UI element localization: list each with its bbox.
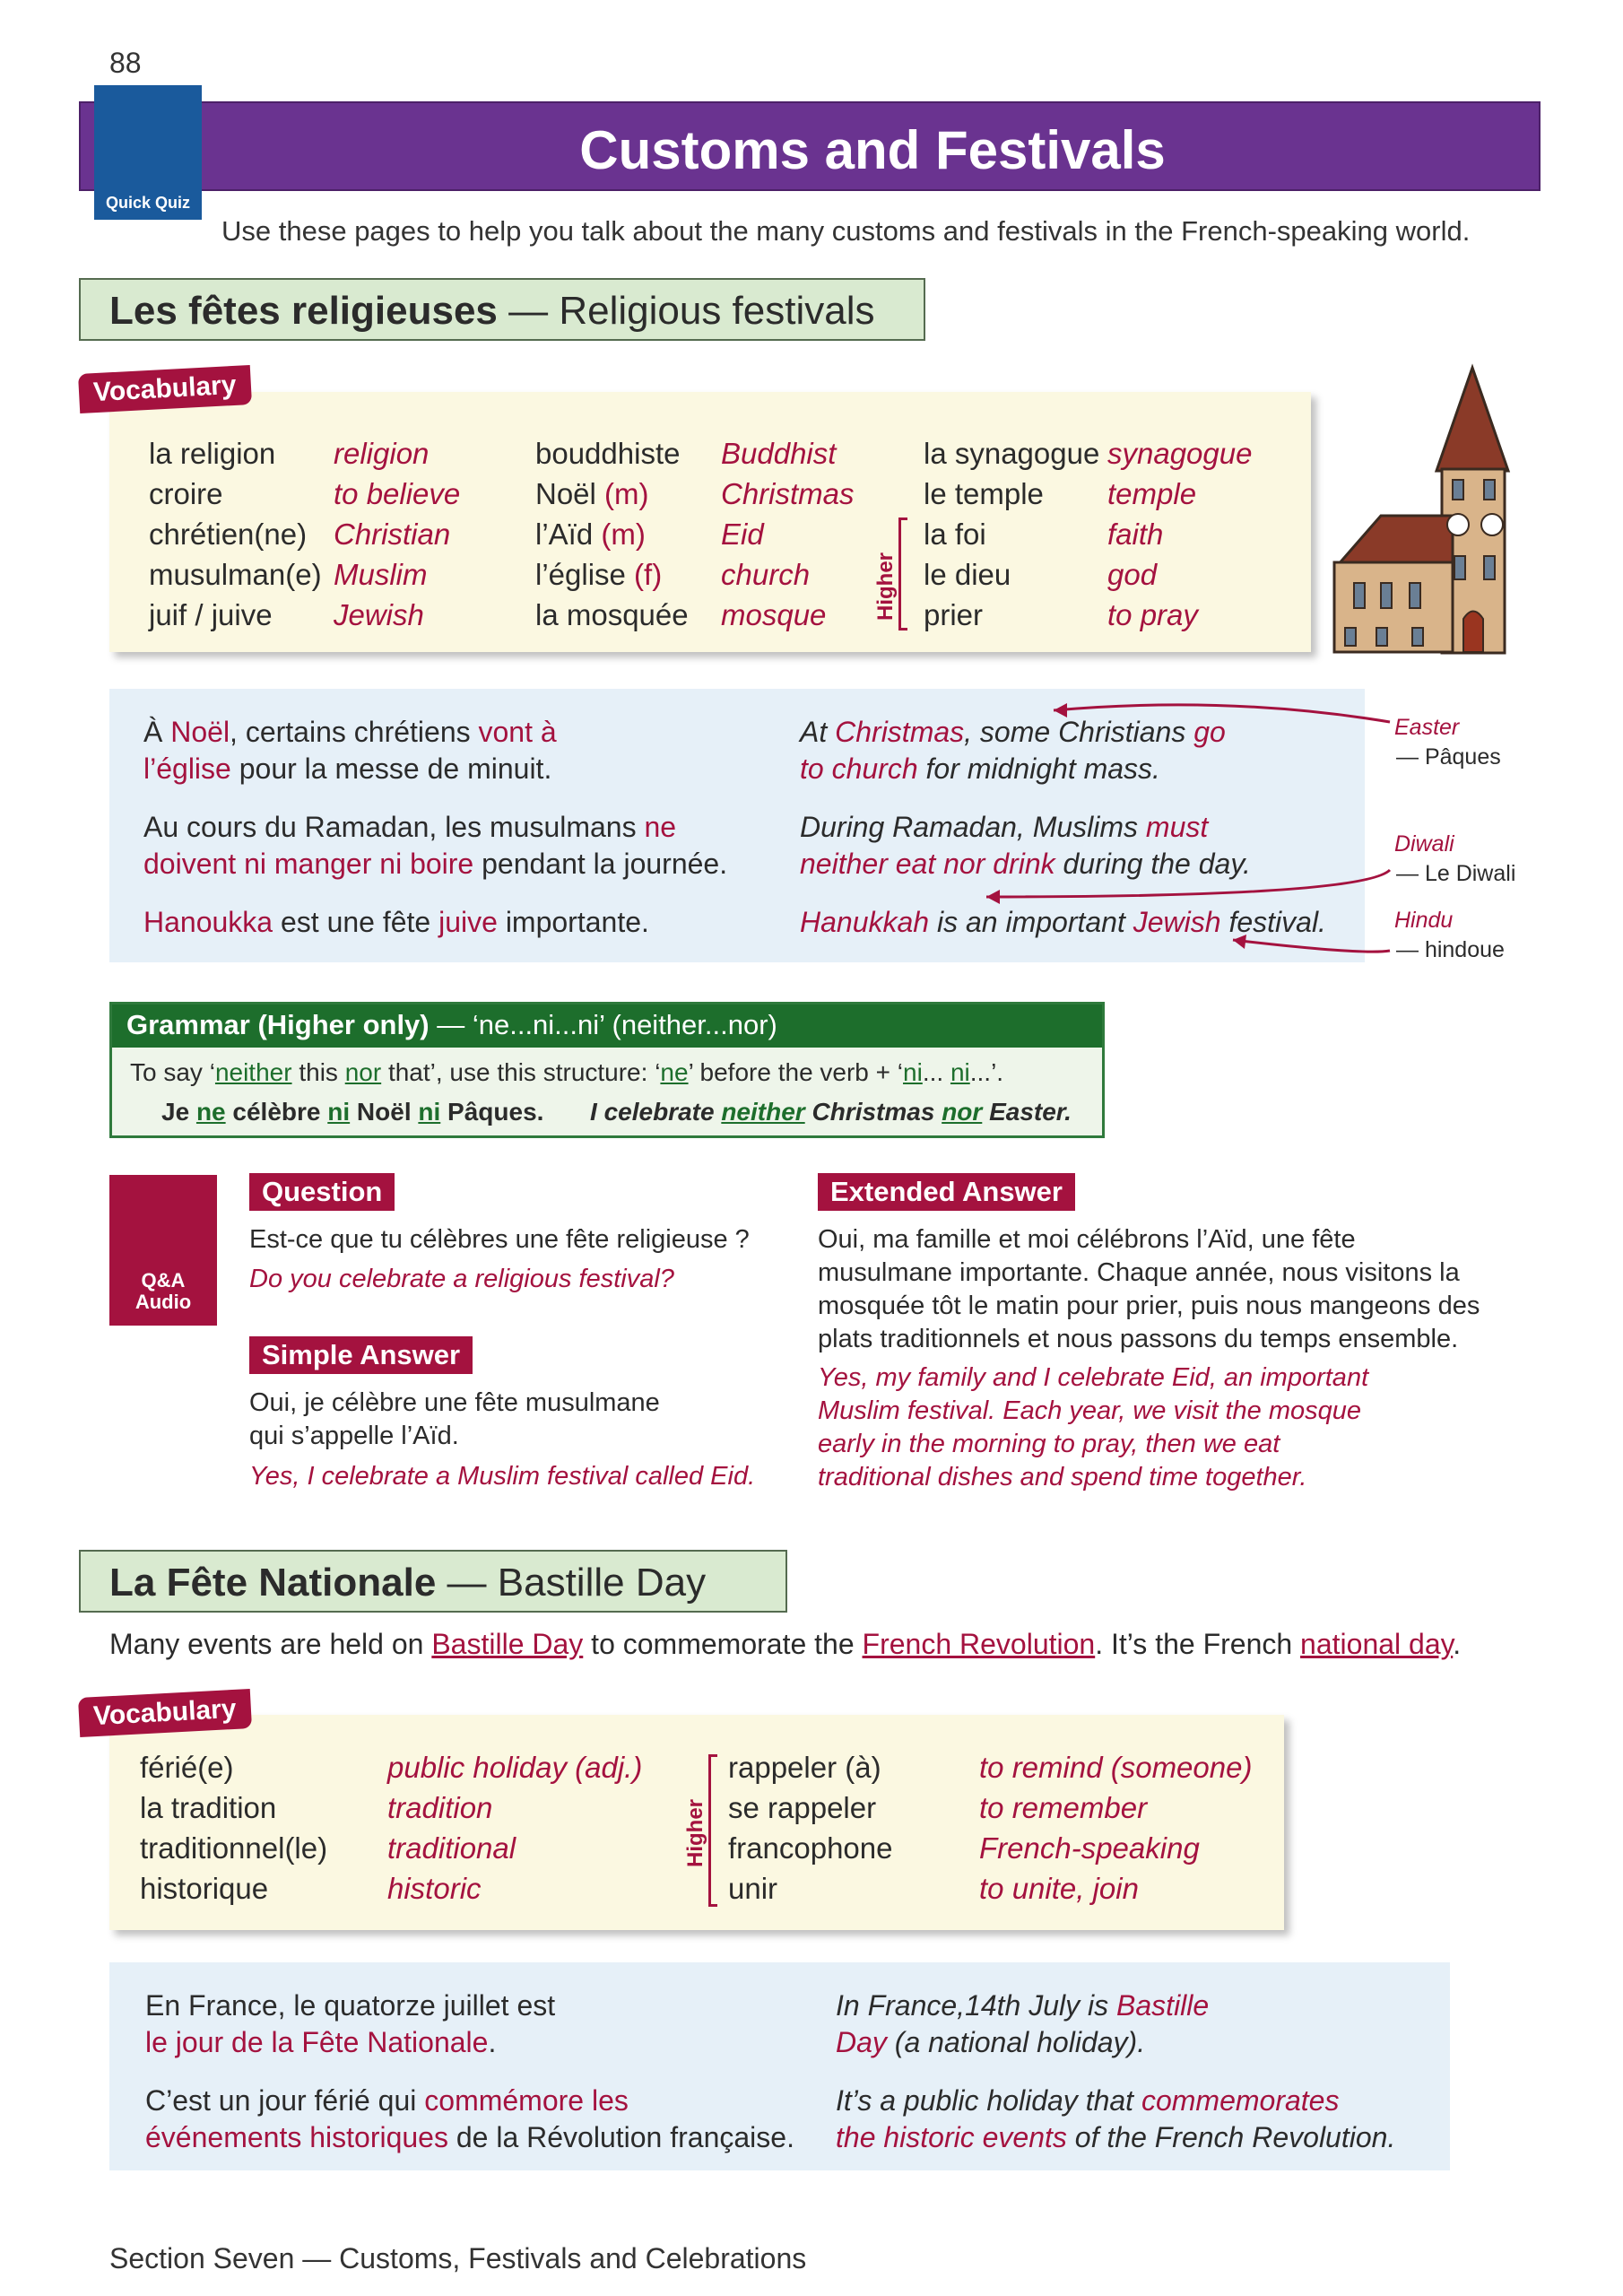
text: En France, le quatorze juillet est	[145, 1989, 556, 2022]
text: , some Christians	[964, 716, 1194, 748]
vocab-translation: Christmas	[721, 477, 855, 510]
vocab-col1-en	[334, 433, 460, 635]
grammar-heading-bold: Grammar (Higher only)	[126, 1009, 430, 1040]
vocab-translation: synagogue	[1107, 437, 1253, 470]
vocab-translation: Christian	[334, 517, 451, 551]
vocab-term	[535, 514, 689, 554]
section-title-sep: —	[436, 1561, 498, 1605]
vocab-word: l’Aïd	[535, 517, 594, 551]
text: of the French Revolution.	[1066, 2121, 1396, 2153]
qa-label: Q&A	[141, 1269, 186, 1292]
text-line: qui s’appelle l’Aïd.	[249, 1422, 459, 1450]
question-en: Do you celebrate a religious festival?	[249, 1265, 674, 1293]
text: pendant la journée.	[473, 848, 728, 880]
vocab-col3-en	[1107, 433, 1252, 635]
sentence-fr-2	[145, 2083, 827, 2156]
text: ...	[922, 1058, 950, 1086]
grammar-example	[161, 1098, 1072, 1126]
vocab-col1-fr	[140, 1747, 327, 1909]
vocab-word: bouddhiste	[535, 437, 681, 470]
vocab-word: l’église	[535, 558, 626, 591]
highlight: doivent ni manger ni boire	[143, 848, 474, 880]
link-national-day[interactable]: national day	[1300, 1628, 1454, 1660]
vocab-translation: Jewish	[334, 598, 424, 631]
vocab-translation: French-speaking	[979, 1831, 1200, 1865]
annotation-arrows	[933, 691, 1399, 969]
vocab-translation: Muslim	[334, 558, 428, 591]
text: est une fête	[273, 906, 439, 938]
vocab-col2-fr	[535, 433, 689, 635]
sentence-box-bastille	[109, 1962, 1450, 2170]
vocab-translation: to remember	[979, 1791, 1148, 1824]
vocab-translation: traditional	[387, 1831, 516, 1865]
keyword: ne	[195, 1098, 226, 1126]
vocab-term: rappeler (à)	[728, 1751, 881, 1784]
vocab-term	[535, 474, 689, 514]
vocab-term: prier	[924, 598, 984, 631]
page-number: 88	[109, 47, 142, 79]
keyword: ni	[950, 1058, 970, 1086]
section-title-sep: —	[497, 289, 560, 333]
vocab-term: croire	[149, 477, 223, 510]
highlight: Noël	[170, 716, 230, 748]
keyword: neither	[721, 1098, 805, 1126]
text: for midnight mass.	[917, 752, 1160, 785]
vocab-word: Noël	[535, 477, 596, 510]
vocab-gender: (m)	[595, 477, 649, 510]
link-bastille-day[interactable]: Bastille Day	[431, 1628, 584, 1660]
section-title-fr: La Fête Nationale	[109, 1561, 437, 1605]
text: , certains chrétiens	[230, 716, 479, 748]
vocab-term: traditionnel(le)	[140, 1831, 328, 1865]
vocab-term: la tradition	[140, 1791, 277, 1824]
highlight: Hanukkah	[800, 906, 930, 938]
intro-text: Use these pages to help you talk about the many customs and festivals in the French-speaking world.	[221, 215, 1471, 247]
link-french-revolution[interactable]: French Revolution	[862, 1628, 1096, 1660]
text: Noël	[350, 1098, 419, 1126]
vocab-term: unir	[728, 1872, 778, 1905]
text: At	[800, 716, 836, 748]
quick-quiz-label: Quick Quiz	[105, 194, 191, 212]
vocabulary-tag: Vocabulary	[78, 365, 252, 413]
vocabulary-tag: Vocabulary	[78, 1689, 252, 1737]
text-line: Yes, my family and I celebrate Eid, an important	[818, 1363, 1369, 1392]
extended-answer-en	[818, 1361, 1368, 1494]
text: Je	[161, 1098, 196, 1126]
text: .	[1453, 1628, 1462, 1660]
side-note-fr: — hindoue	[1396, 937, 1505, 962]
grammar-explanation	[130, 1058, 1003, 1087]
extended-answer-heading: Extended Answer	[818, 1173, 1075, 1211]
text: during the day.	[1055, 848, 1251, 880]
higher-bracket	[708, 1754, 717, 1907]
text-line: plats traditionnels et nous passons du temps ensemble.	[818, 1325, 1459, 1353]
text: pour la messe de minuit.	[230, 752, 552, 785]
sentence-en-2	[836, 2083, 1436, 2156]
text: I celebrate	[590, 1098, 722, 1126]
vocab-word: la mosquée	[535, 598, 689, 631]
text: C’est un jour férié qui	[145, 2084, 425, 2117]
vocab-col1-en	[387, 1747, 642, 1909]
keyword: ne	[660, 1058, 689, 1086]
footer-section-title: Section Seven — Customs, Festivals and Celebrations	[109, 2242, 807, 2274]
vocab-term: la religion	[149, 437, 276, 470]
highlight: go	[1193, 716, 1226, 748]
text: It’s a public holiday that	[836, 2084, 1141, 2117]
keyword: ni	[327, 1098, 351, 1126]
highlight: Day	[836, 2026, 887, 2058]
text: de la Révolution française.	[447, 2121, 794, 2153]
vocab-term	[535, 595, 689, 635]
highlight: l’église	[143, 752, 231, 785]
highlight: le jour de la Fête Nationale	[145, 2026, 489, 2058]
keyword: nor	[344, 1058, 382, 1086]
highlight: Christmas	[835, 716, 965, 748]
vocab-term: la synagogue	[924, 437, 1100, 470]
side-note-easter	[1394, 713, 1501, 772]
simple-answer-fr	[249, 1387, 660, 1453]
text-line: early in the morning to pray, then we eat	[818, 1430, 1280, 1458]
text: is an important	[929, 906, 1133, 938]
text: to commemorate the	[583, 1628, 863, 1660]
section-title-en: Bastille Day	[497, 1561, 707, 1605]
higher-label: Higher	[873, 552, 898, 621]
simple-answer-en: Yes, I celebrate a Muslim festival called Eid.	[249, 1462, 756, 1491]
grammar-heading-rest: — ‘ne...ni...ni’ (neither...nor)	[429, 1009, 777, 1040]
text: Many events are held on	[109, 1628, 432, 1660]
grammar-box	[109, 1002, 1105, 1138]
simple-answer-heading: Simple Answer	[249, 1336, 473, 1374]
section-title-en: Religious festivals	[559, 289, 875, 333]
text: ...’.	[969, 1058, 1004, 1086]
vocab-col2-fr	[728, 1747, 892, 1909]
vocab-term: se rappeler	[728, 1791, 877, 1824]
vocab-gender: (f)	[625, 558, 663, 591]
text: (a national holiday).	[886, 2026, 1146, 2058]
side-note-en: Easter	[1394, 715, 1460, 740]
text: Pâques.	[440, 1098, 544, 1126]
text: During Ramadan, Muslims	[800, 811, 1146, 843]
highlight: juive	[438, 906, 498, 938]
side-note-fr: — Le Diwali	[1396, 861, 1516, 886]
keyword: nor	[942, 1098, 983, 1126]
qa-audio-button[interactable]	[109, 1175, 217, 1326]
vocab-box-bastille	[109, 1715, 1284, 1930]
side-note-en: Hindu	[1394, 908, 1454, 933]
extended-answer-fr	[818, 1223, 1480, 1356]
highlight: must	[1145, 811, 1209, 843]
vocab-box-religious	[109, 392, 1311, 652]
text-line: Muslim festival. Each year, we visit the mosque	[818, 1396, 1362, 1425]
sentence-fr-1	[145, 1987, 809, 2061]
grammar-heading	[112, 1004, 1102, 1048]
section-heading-bastille	[79, 1550, 787, 1613]
text: Christmas	[804, 1098, 942, 1126]
quick-quiz-button[interactable]	[94, 85, 202, 220]
vocab-translation: religion	[334, 437, 430, 470]
vocab-term: juif / juive	[149, 598, 273, 631]
highlight: the historic events	[836, 2121, 1067, 2153]
text: importante.	[497, 906, 649, 938]
vocab-translation: god	[1107, 558, 1158, 591]
section-heading-religious	[79, 278, 925, 341]
vocab-col1-fr	[149, 433, 322, 635]
text: that’, use this structure: ‘	[381, 1058, 661, 1086]
highlight: to church	[800, 752, 918, 785]
vocab-translation: Buddhist	[721, 437, 837, 470]
text: célèbre	[225, 1098, 328, 1126]
question-heading: Question	[249, 1173, 395, 1211]
highlight: ne	[644, 811, 677, 843]
qa-audio-label	[109, 1270, 217, 1313]
vocab-term	[535, 433, 689, 474]
vocab-translation: faith	[1107, 517, 1164, 551]
text: festival.	[1220, 906, 1326, 938]
vocab-translation: Eid	[721, 517, 764, 551]
vocab-term: francophone	[728, 1831, 893, 1865]
vocab-term: le temple	[924, 477, 1044, 510]
vocab-col2-en	[721, 433, 855, 635]
vocab-term: chrétien(ne)	[149, 517, 308, 551]
vocab-gender: (m)	[593, 517, 646, 551]
highlight: vont à	[478, 716, 557, 748]
vocab-translation: public holiday (adj.)	[387, 1751, 643, 1784]
side-note-hindu	[1394, 906, 1505, 965]
title-bar	[79, 101, 1541, 191]
keyword: ni	[418, 1098, 441, 1126]
side-note-en: Diwali	[1394, 831, 1454, 857]
text: ’ before the verb + ‘	[688, 1058, 904, 1086]
text: Au cours du Ramadan, les musulmans	[143, 811, 645, 843]
vocab-translation: to pray	[1107, 598, 1198, 631]
text: À	[143, 716, 171, 748]
text-line: musulmane importante. Chaque année, nous visitons la	[818, 1258, 1460, 1287]
text: To say ‘	[130, 1058, 215, 1086]
vocab-translation: tradition	[387, 1791, 493, 1824]
vocab-term: historique	[140, 1872, 269, 1905]
bastille-intro	[109, 1628, 1461, 1661]
text-line: Oui, je célèbre une fête musulmane	[249, 1388, 660, 1417]
side-note-fr: — Pâques	[1396, 744, 1501, 770]
highlight: commémore les	[424, 2084, 629, 2117]
sentence-fr-3	[143, 904, 789, 941]
vocab-translation: mosque	[721, 598, 827, 631]
vocab-term: la foi	[924, 517, 986, 551]
vocab-term: le dieu	[924, 558, 1011, 591]
highlight: neither eat nor drink	[800, 848, 1055, 880]
side-note-diwali	[1394, 830, 1515, 889]
vocab-term	[535, 554, 689, 595]
text: this	[291, 1058, 345, 1086]
highlight: événements historiques	[145, 2121, 448, 2153]
vocab-col3-fr	[924, 433, 1099, 635]
highlight: Bastille	[1116, 1989, 1210, 2022]
text-line: traditional dishes and spend time together.	[818, 1463, 1307, 1492]
vocab-term: musulman(e)	[149, 558, 322, 591]
vocab-translation: church	[721, 558, 811, 591]
vocab-translation: temple	[1107, 477, 1197, 510]
vocab-term: férié(e)	[140, 1751, 234, 1784]
vocab-translation: historic	[387, 1872, 482, 1905]
highlight: Hanoukka	[143, 906, 273, 938]
sentence-fr-2	[143, 809, 789, 883]
audio-label: Audio	[135, 1291, 192, 1313]
text-line: Oui, ma famille et moi célébrons l’Aïd, une fête	[818, 1225, 1356, 1254]
sentence-en-1	[836, 1987, 1436, 2061]
vocab-translation: to remind (someone)	[979, 1751, 1253, 1784]
text: Easter.	[982, 1098, 1072, 1126]
question-fr: Est-ce que tu célèbres une fête religieuse ?	[249, 1225, 750, 1254]
vocab-translation: to believe	[334, 477, 461, 510]
page-title: Customs and Festivals	[579, 120, 1166, 180]
highlight: Jewish	[1133, 906, 1221, 938]
section-title-fr: Les fêtes religieuses	[109, 289, 498, 333]
church-icon	[1327, 363, 1542, 659]
vocab-translation: to unite, join	[979, 1872, 1139, 1905]
text: . It’s the French	[1095, 1628, 1301, 1660]
text: .	[488, 2026, 497, 2058]
higher-bracket	[898, 517, 907, 631]
keyword: neither	[214, 1058, 292, 1086]
text-line: mosquée tôt le matin pour prier, puis nous mangeons des	[818, 1292, 1480, 1320]
text: In France,14th July is	[836, 1989, 1117, 2022]
sentence-fr-1	[143, 714, 771, 787]
higher-label: Higher	[683, 1798, 707, 1867]
highlight: commemorates	[1141, 2084, 1340, 2117]
keyword: ni	[903, 1058, 923, 1086]
vocab-col2-en	[979, 1747, 1252, 1909]
